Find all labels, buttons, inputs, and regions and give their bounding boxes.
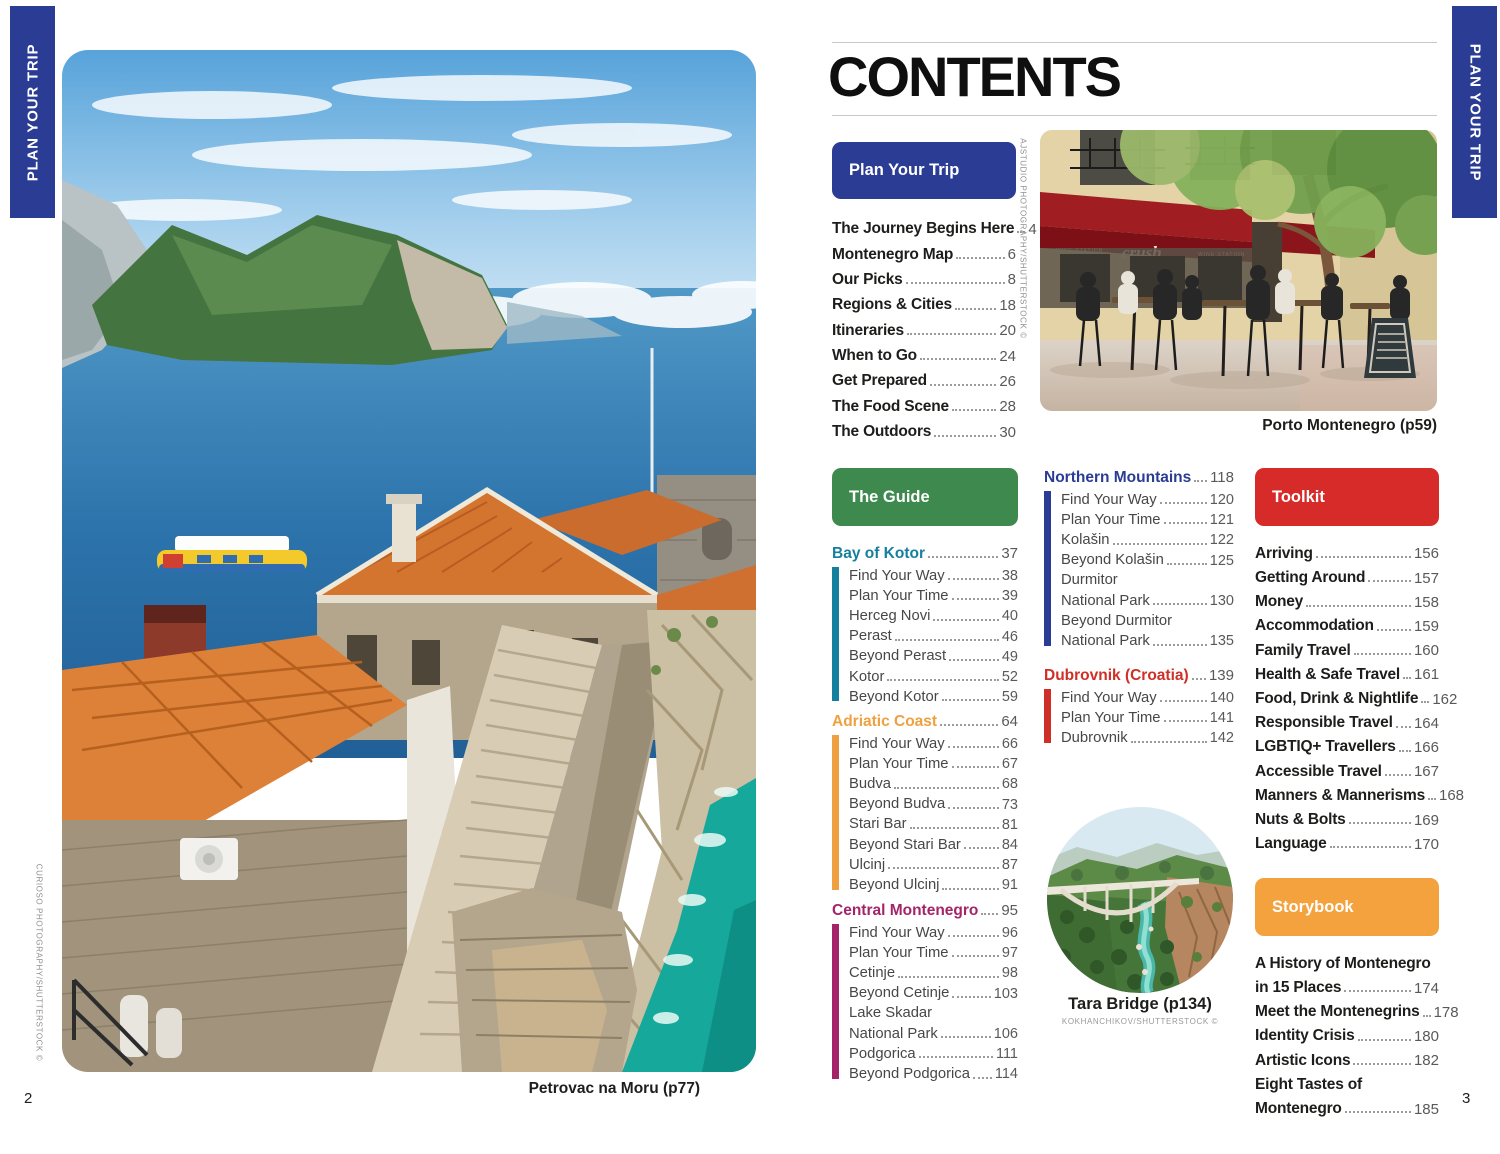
toc-row	[1061, 609, 1234, 629]
left-edge-tab-label: PLAN YOUR TRIP	[24, 43, 42, 181]
toc-row	[1255, 659, 1439, 683]
tara-photo-credit: KOKHANCHIKOV/SHUTTERSTOCK ©	[1061, 1017, 1219, 1026]
toc-row-label: Itineraries	[832, 321, 904, 339]
leader-dots	[1113, 543, 1207, 545]
toc-row-label: Montenegro Map	[832, 245, 954, 263]
toc-row	[1061, 508, 1234, 528]
toc-row-page: 39	[1001, 588, 1018, 605]
toc-row-page: 162	[1432, 690, 1458, 708]
toc-row-page: 182	[1413, 1052, 1439, 1070]
toc-row	[832, 415, 1016, 440]
toc-row-label: Budva	[849, 776, 891, 793]
leader-dots	[952, 766, 999, 768]
guide-group-title: Central Montenegro	[832, 901, 979, 919]
toc-row-page: 125	[1209, 552, 1234, 569]
toc-row-label: Beyond Kotor	[849, 688, 939, 705]
toc-row-page: 20	[999, 322, 1016, 340]
leader-dots	[948, 807, 999, 809]
toc-row-label: Get Prepared	[832, 372, 927, 390]
guide-group-title: Dubrovnik (Croatia)	[1044, 666, 1189, 684]
toc-row-page: 178	[1433, 1003, 1459, 1021]
toc-row-label: Beyond Ulcinj	[849, 876, 940, 893]
toc-row-page: 140	[1209, 689, 1234, 706]
guide-group-page: 118	[1210, 469, 1234, 487]
toc-row	[849, 625, 1018, 645]
leader-dots	[1385, 774, 1411, 776]
toc-row	[849, 982, 1018, 1002]
toc-row-page: 185	[1413, 1100, 1439, 1118]
guide-group-header	[832, 897, 1018, 919]
toc-row-page: 59	[1001, 689, 1018, 706]
porto-photo-credit: AJSTUDIO PHOTOGRAPHY/SHUTTERSTOCK ©	[1018, 137, 1028, 339]
guide-group-dubrovnik	[1044, 662, 1234, 747]
toc-row-label: Kolašin	[1061, 532, 1110, 549]
guide-group-title: Adriatic Coast	[832, 712, 938, 730]
leader-dots	[1399, 750, 1411, 752]
leader-dots	[1403, 677, 1411, 679]
toc-row-page: 66	[1001, 735, 1018, 752]
toc-row	[849, 665, 1018, 685]
toc-row	[1255, 804, 1439, 828]
toc-row-label: Find Your Way	[849, 567, 945, 584]
toc-row	[849, 853, 1018, 873]
toc-row-label: Language	[1255, 835, 1327, 853]
toc-row-page: 135	[1209, 633, 1234, 650]
leader-dots	[919, 1056, 993, 1058]
leader-dots	[934, 435, 996, 437]
toc-row	[1061, 726, 1234, 746]
leader-dots	[920, 358, 996, 360]
toc-row-page: 4	[1028, 220, 1037, 238]
leader-dots	[1131, 741, 1207, 743]
toc-row	[832, 390, 1016, 415]
leader-dots	[952, 409, 996, 411]
porto-caption: Porto Montenegro (p59)	[1262, 417, 1437, 434]
toc-row-page: 28	[999, 398, 1016, 416]
toc-row	[849, 941, 1018, 961]
toc-row-label: Money	[1255, 593, 1304, 611]
toc-row-label: Accessible Travel	[1255, 762, 1382, 780]
tara-photo-illustration	[1047, 807, 1233, 993]
toc-row-label: Getting Around	[1255, 569, 1366, 587]
toc-row	[849, 833, 1018, 853]
toc-row-label: Family Travel	[1255, 641, 1351, 659]
petrovac-photo-illustration	[62, 50, 756, 1072]
toc-row-label: Perast	[849, 628, 892, 645]
toc-row	[849, 813, 1018, 833]
toc-row-page: 169	[1413, 811, 1439, 829]
leader-dots	[964, 847, 999, 849]
toc-row	[1255, 948, 1439, 972]
toc-row	[1255, 1021, 1439, 1045]
leader-dots	[1349, 822, 1411, 824]
toc-row	[1061, 589, 1234, 609]
leader-dots	[1428, 798, 1436, 800]
toc-row	[832, 263, 1016, 288]
toc-row	[849, 564, 1018, 584]
toc-row	[1255, 780, 1465, 805]
toc-row	[832, 314, 1016, 339]
toc-row-page: 174	[1413, 979, 1439, 997]
toc-row-label: Artistic Icons	[1255, 1051, 1351, 1069]
toc-row	[849, 604, 1018, 624]
toc-row-page: 120	[1209, 491, 1234, 508]
toc-row-label: Herceg Novi	[849, 608, 931, 625]
leader-dots	[1153, 603, 1207, 605]
toc-row	[849, 752, 1018, 772]
toc-row-page: 130	[1209, 592, 1234, 609]
leader-dots	[956, 257, 1004, 259]
toc-row	[849, 584, 1018, 604]
toc-row-label: Arriving	[1255, 544, 1313, 562]
page-number-right: 3	[1462, 1090, 1471, 1107]
leader-dots	[942, 888, 998, 890]
leader-dots	[1354, 653, 1411, 655]
toc-row	[832, 339, 1016, 364]
toc-row	[1061, 629, 1234, 649]
toc-row-page: 167	[1413, 763, 1439, 781]
toc-row-page: 73	[1001, 796, 1018, 813]
toc-row-label: Beyond Kolašin	[1061, 552, 1164, 569]
toc-row-page: 30	[999, 423, 1016, 441]
section-box-toolkit: Toolkit	[1255, 468, 1439, 526]
toc-row-page: 8	[1007, 271, 1016, 289]
toc-row	[1061, 549, 1234, 569]
top-rule	[832, 42, 1437, 43]
guide-group-central-montenegro	[832, 897, 1018, 1083]
toc-row-label: Cetinje	[849, 965, 896, 982]
toc-row-page: 160	[1413, 642, 1439, 660]
right-edge-tab-label: PLAN YOUR TRIP	[1466, 43, 1484, 181]
toc-row-label: Beyond Durmitor	[1061, 612, 1173, 629]
leader-dots	[1306, 605, 1411, 607]
group-color-bar	[832, 735, 839, 890]
toc-row-label: Durmitor	[1061, 572, 1118, 589]
toc-row	[1255, 586, 1439, 610]
leader-dots	[948, 935, 999, 937]
storybook-list	[1255, 948, 1459, 1118]
toc-row-page: 180	[1413, 1028, 1439, 1045]
leader-dots	[928, 556, 998, 558]
toc-row	[849, 1062, 1018, 1082]
toc-row-label: Beyond Budva	[849, 796, 946, 813]
toc-row	[1255, 538, 1439, 562]
tara-bridge-photo	[1047, 807, 1233, 993]
toc-row	[1255, 562, 1439, 586]
toc-row-label: Manners & Mannerisms	[1255, 786, 1425, 804]
toc-row-label: The Outdoors	[832, 423, 932, 441]
group-color-bar	[832, 567, 839, 701]
toc-row-label: When to Go	[832, 347, 917, 365]
toc-row	[849, 961, 1018, 981]
leader-dots	[955, 308, 996, 310]
guide-group-northern-mountains	[1044, 464, 1234, 650]
leader-dots	[1358, 1039, 1411, 1041]
toc-row-label: Montenegro	[1255, 1100, 1342, 1118]
guide-group-adriatic-coast	[832, 708, 1018, 894]
toc-row-label: Find Your Way	[1061, 689, 1157, 706]
leader-dots	[940, 724, 998, 726]
toc-row	[849, 1022, 1018, 1042]
right-edge-tab	[1452, 6, 1497, 218]
toc-row	[849, 645, 1018, 665]
toc-row	[849, 793, 1018, 813]
toc-row-page: 156	[1413, 545, 1439, 563]
leader-dots	[1368, 580, 1411, 582]
toc-row-label: Beyond Podgorica	[849, 1065, 970, 1082]
toc-row-label: Dubrovnik	[1061, 730, 1128, 747]
toc-row-label: Eight Tastes of	[1255, 1075, 1362, 1093]
guide-group-title: Bay of Kotor	[832, 544, 925, 562]
toc-row	[1061, 488, 1234, 508]
petrovac-photo-credit: CURIOSO PHOTOGRAPHY/SHUTTERSTOCK ©	[34, 863, 44, 1062]
leader-dots	[895, 639, 999, 641]
leader-dots	[948, 578, 999, 580]
toc-row	[1255, 635, 1439, 659]
toc-row	[1061, 528, 1234, 548]
leader-dots	[981, 913, 998, 915]
toc-row-page: 40	[1001, 608, 1018, 625]
toc-row-page: 6	[1007, 246, 1016, 264]
leader-dots	[906, 282, 1005, 284]
leader-dots	[1164, 720, 1207, 722]
leader-dots	[942, 699, 999, 701]
petrovac-caption: Petrovac na Moru (p77)	[528, 1080, 700, 1097]
guide-group-page: 95	[1001, 902, 1018, 920]
toolkit-list	[1255, 538, 1465, 853]
toc-row-page: 67	[1001, 756, 1018, 773]
toc-row-page: 24	[999, 347, 1016, 365]
guide-group-header	[1044, 464, 1234, 486]
section-box-plan-your-trip: Plan Your Trip	[832, 142, 1016, 199]
toc-row-label: Regions & Cities	[832, 296, 952, 314]
toc-row-page: 49	[1001, 648, 1018, 665]
toc-row	[832, 288, 1016, 313]
toc-row	[1255, 732, 1439, 756]
toc-row-page: 96	[1001, 924, 1018, 941]
toc-row	[832, 237, 1016, 262]
leader-dots	[933, 619, 998, 621]
toc-row	[832, 364, 1016, 389]
bottom-rule	[832, 115, 1437, 116]
toc-row-page: 159	[1413, 618, 1439, 635]
leader-dots	[1345, 1111, 1411, 1113]
toc-row-page: 164	[1413, 714, 1439, 732]
leader-dots	[898, 976, 999, 978]
leader-dots	[1330, 846, 1411, 848]
toc-row-label: A History of Montenegro	[1255, 954, 1431, 972]
leader-dots	[952, 955, 999, 957]
toc-row-page: 114	[994, 1066, 1018, 1083]
toc-row-page: 166	[1413, 738, 1439, 756]
toc-row	[1255, 707, 1439, 731]
leader-dots	[887, 679, 998, 681]
leader-dots	[952, 598, 999, 600]
toc-row-page: 91	[1001, 877, 1018, 894]
leader-dots	[941, 1036, 991, 1038]
leader-dots	[1421, 701, 1429, 703]
left-edge-tab	[10, 6, 55, 218]
toc-row	[1255, 611, 1439, 635]
page-number-left: 2	[24, 1090, 33, 1107]
toc-row	[1061, 706, 1234, 726]
toc-row	[1255, 756, 1439, 780]
toc-row-label: Find Your Way	[849, 924, 945, 941]
toc-row-label: in 15 Places	[1255, 979, 1342, 997]
leader-dots	[1160, 502, 1207, 504]
toc-row-label: Find Your Way	[849, 735, 945, 752]
toc-row-page: 121	[1209, 512, 1234, 529]
toc-row-label: The Journey Begins Here	[832, 220, 1015, 238]
toc-row-page: 87	[1001, 857, 1018, 874]
toc-row	[849, 873, 1018, 893]
toc-row	[1255, 683, 1458, 708]
toc-row-page: 46	[1001, 628, 1018, 645]
toc-row-label: Stari Bar	[849, 816, 907, 833]
toc-row-page: 111	[995, 1046, 1018, 1063]
leader-dots	[1153, 644, 1207, 646]
toc-row	[1061, 569, 1234, 589]
toc-row-page: 157	[1413, 569, 1439, 587]
toc-row-label: Accommodation	[1255, 617, 1374, 635]
group-color-bar	[1044, 491, 1051, 646]
toc-row-label: Meet the Montenegrins	[1255, 1003, 1420, 1021]
leader-dots	[1160, 700, 1207, 702]
guide-group-title: Northern Mountains	[1044, 468, 1192, 486]
leader-dots	[930, 384, 996, 386]
guide-group-page: 64	[1001, 713, 1018, 731]
toc-row-label: Ulcinj	[849, 856, 886, 873]
leader-dots	[910, 827, 999, 829]
toc-row-label: Beyond Cetinje	[849, 985, 950, 1002]
section-box-storybook: Storybook	[1255, 878, 1439, 936]
toc-row-label: Beyond Perast	[849, 648, 947, 665]
toc-row-label: Lake Skadar	[849, 1005, 933, 1022]
leader-dots	[1377, 629, 1411, 631]
leader-dots	[888, 867, 999, 869]
toc-row-label: LGBTIQ+ Travellers	[1255, 738, 1396, 756]
porto-photo-illustration	[1040, 130, 1437, 411]
group-color-bar	[1044, 689, 1051, 743]
toc-row-label: Plan Your Time	[1061, 511, 1161, 528]
toc-row-label: Our Picks	[832, 270, 903, 288]
toc-row	[832, 212, 1037, 238]
section-box-the-guide: The Guide	[832, 468, 1018, 526]
group-color-bar	[832, 924, 839, 1079]
guide-group-header	[1044, 662, 1234, 684]
toc-row-page: 52	[1001, 668, 1018, 685]
toc-row-label: Health & Safe Travel	[1255, 665, 1401, 683]
toc-row	[849, 921, 1018, 941]
petrovac-photo	[62, 50, 756, 1072]
toc-row	[1255, 828, 1439, 852]
toc-row	[849, 1002, 1018, 1022]
toc-row	[1255, 972, 1439, 996]
guide-group-page: 37	[1001, 545, 1018, 563]
leader-dots	[1164, 522, 1207, 524]
toc-row-page: 168	[1439, 787, 1465, 805]
toc-row-page: 84	[1001, 836, 1018, 853]
leader-dots	[973, 1077, 992, 1079]
toc-row	[849, 1042, 1018, 1062]
toc-row-page: 38	[1001, 567, 1018, 584]
toc-row-label: National Park	[1061, 632, 1150, 649]
leader-dots	[1353, 1063, 1411, 1065]
tara-caption: Tara Bridge (p134)	[1068, 995, 1212, 1013]
leader-dots	[1396, 726, 1411, 728]
guide-group-header	[832, 708, 1018, 730]
toc-row-page: 68	[1001, 776, 1018, 793]
toc-row-page: 97	[1001, 945, 1018, 962]
toc-row-label: Find Your Way	[1061, 491, 1157, 508]
toc-row	[849, 732, 1018, 752]
leader-dots	[1344, 990, 1411, 992]
leader-dots	[1316, 556, 1411, 558]
toc-row	[849, 772, 1018, 792]
toc-row-label: Podgorica	[849, 1045, 916, 1062]
toc-row-page: 158	[1413, 593, 1439, 611]
leader-dots	[949, 659, 999, 661]
toc-row	[1255, 1093, 1439, 1117]
toc-row-label: Responsible Travel	[1255, 714, 1393, 732]
leader-dots	[1423, 1015, 1431, 1017]
leader-dots	[948, 746, 999, 748]
toc-row-label: Kotor	[849, 668, 885, 685]
toc-row-label: Plan Your Time	[849, 755, 949, 772]
toc-row-page: 142	[1209, 730, 1234, 747]
leader-dots	[1194, 480, 1207, 482]
toc-row-page: 26	[999, 372, 1016, 390]
toc-row	[849, 685, 1018, 705]
leader-dots	[1167, 563, 1207, 565]
toc-row-label: Food, Drink & Nightlife	[1255, 690, 1419, 708]
toc-row-page: 103	[993, 985, 1018, 1002]
leader-dots	[894, 787, 999, 789]
toc-row-page: 122	[1209, 532, 1234, 549]
toc-row-page: 81	[1001, 816, 1018, 833]
toc-row-label: Plan Your Time	[849, 587, 949, 604]
toc-row	[1255, 1069, 1439, 1093]
leader-dots	[952, 996, 990, 998]
toc-row	[1255, 1045, 1439, 1069]
toc-row-label: Identity Crisis	[1255, 1027, 1355, 1045]
guide-group-page: 139	[1208, 667, 1234, 685]
leader-dots	[907, 333, 996, 335]
toc-row	[1255, 996, 1459, 1021]
guide-group-header	[832, 540, 1018, 562]
leader-dots	[1192, 678, 1206, 680]
toc-row	[1061, 686, 1234, 706]
toc-row-label: National Park	[1061, 592, 1150, 609]
toc-row-page: 141	[1209, 710, 1234, 727]
guide-group-bay-of-kotor	[832, 540, 1018, 705]
porto-montenegro-photo	[1040, 130, 1437, 411]
toc-row-label: Beyond Stari Bar	[849, 836, 961, 853]
page-title: CONTENTS	[828, 45, 1120, 108]
toc-row-label: National Park	[849, 1025, 938, 1042]
toc-row-page: 170	[1413, 835, 1439, 853]
toc-row-label: The Food Scene	[832, 397, 949, 415]
toc-row-page: 98	[1001, 965, 1018, 982]
toc-row-page: 106	[993, 1025, 1018, 1042]
toc-row-page: 18	[999, 296, 1016, 314]
toc-row-label: Plan Your Time	[849, 944, 949, 961]
toc-row-label: Nuts & Bolts	[1255, 810, 1346, 828]
toc-row-page: 161	[1414, 666, 1440, 684]
toc-row-label: Plan Your Time	[1061, 709, 1161, 726]
